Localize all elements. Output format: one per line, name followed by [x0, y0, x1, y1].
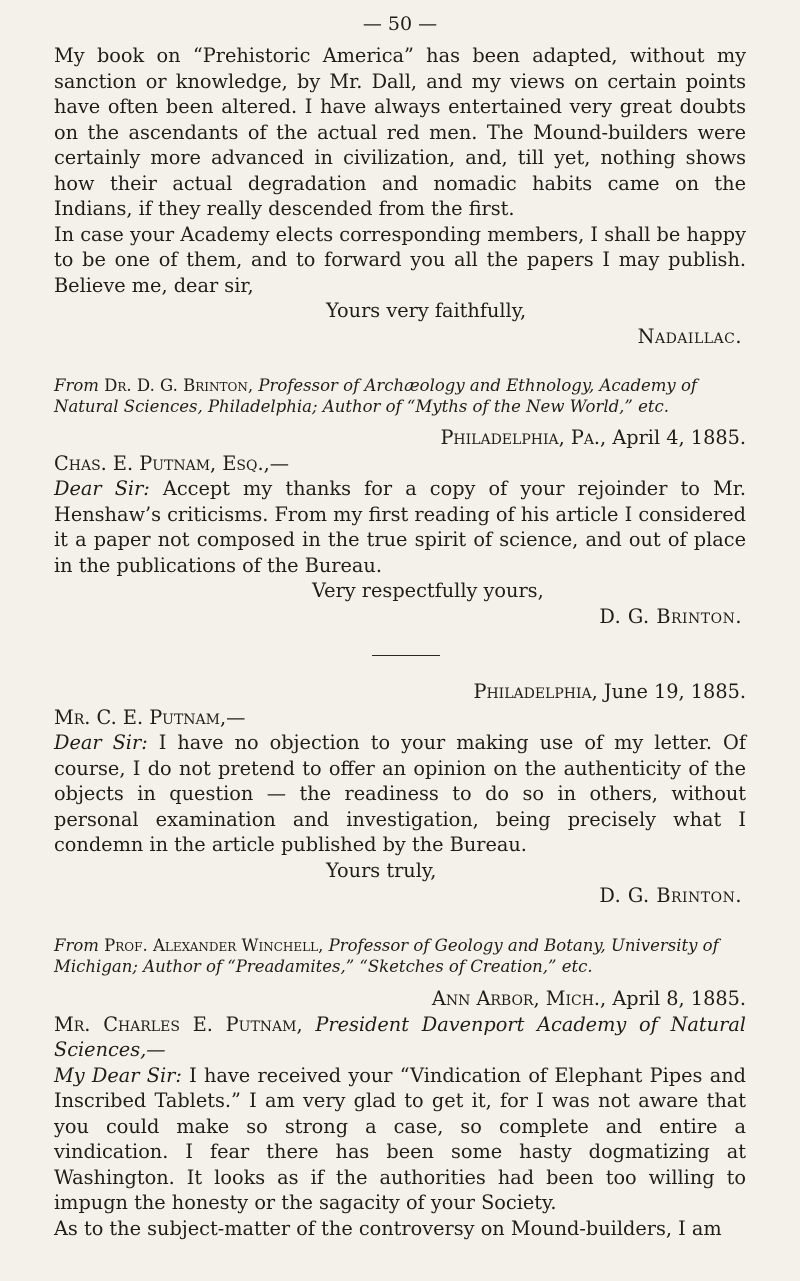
- brinton-letter-1-salutation: Dear Sir:: [54, 477, 150, 500]
- nadaillac-paragraph: My book on “Prehistoric America” has been adapted, without my sanction or knowledge, by Mr. Dall, and my views on certain points have often been altered. I have always entertained very great doubts on the ascendants of the actual red men. The Mound-builders were certainly more advanced in civilization, and, till yet, nothing shows how their actual degradation and nomadic habits came on the Indians, if they really descended from the first.: [54, 44, 746, 220]
- winchell-body-2: As to the subject-matter of the controversy on Mound-builders, I am: [54, 1216, 722, 1240]
- winchell-title: Professor of Geology and Botany, University of Michigan; Author of “Preadamites,” “Sketches of Creation,” etc.: [54, 936, 719, 976]
- brinton-letter-1-closing: Very respectfully yours,: [312, 579, 544, 602]
- brinton-letter-1-place: Philadelphia, Pa.,: [440, 426, 607, 449]
- brinton-letter-2-salutation: Dear Sir:: [54, 731, 148, 754]
- brinton-letter-1-body: [54, 476, 746, 578]
- brinton-letter-1-text: Accept my thanks for a copy of your rejoinder to Mr. Henshaw’s criticisms. From my first reading of his article I considered it a paper not composed in the true spirit of science, and out of place in the publications of the Bureau.: [54, 477, 746, 577]
- brinton-letter-2: [54, 679, 746, 909]
- brinton-title: Professor of Archæology and Ethnology, Academy of Natural Sciences, Philadelphia; Author of “Myths of the New World,” etc.: [54, 376, 698, 416]
- winchell-from: From: [54, 936, 99, 955]
- page-number: — 50 —: [362, 13, 438, 35]
- nadaillac-letter: [54, 43, 746, 349]
- brinton-letter-2-body: [54, 730, 746, 858]
- winchell-name: Prof. Alexander Winchell,: [104, 936, 324, 955]
- winchell-date: April 8, 1885.: [612, 987, 746, 1010]
- winchell-addressee-title: President Davenport Academy of Natural Sciences,—: [54, 1012, 746, 1061]
- winchell-salutation: My Dear Sir:: [54, 1063, 182, 1087]
- winchell-dateline: [54, 986, 746, 1012]
- nadaillac-paragraph-2: In case your Academy elects corresponding members, I shall be happy to be one of them, and to forward you all the papers I may publish. Believe me, dear sir,: [54, 222, 746, 297]
- winchell-addressee-line: [54, 1012, 746, 1063]
- brinton-letter-2-date: June 19, 1885.: [603, 680, 746, 703]
- brinton-from: From: [54, 376, 99, 395]
- brinton-letter-2-place: Philadelphia,: [473, 680, 598, 703]
- winchell-body: [54, 1063, 746, 1216]
- winchell-text: I have received your “Vindication of Elephant Pipes and Inscribed Tablets.” I am very glad to get it, for I was not aware that you could make so strong a case, so complete and entire a vindication. I fear there has been some hasty dogmatizing at Washington. It looks as if the authorities had been too willing to impugn the honesty or the sagacity of your Society.: [54, 1063, 746, 1214]
- brinton-letter-1-date: April 4, 1885.: [612, 426, 746, 449]
- section-divider: [372, 655, 440, 656]
- brinton-letter-2-dateline: [54, 679, 746, 705]
- brinton-letter-1-signature: D. G. Brinton.: [599, 604, 742, 628]
- brinton-letter-2-text: I have no objection to your making use of my letter. Of course, I do not pretend to offer an opinion on the authenticity of the objects in question — the readiness to do so in others, without personal examination and investigation, being precisely what I condemn in the article published by the Bureau.: [54, 731, 746, 856]
- winchell-place: Ann Arbor, Mich.,: [431, 987, 607, 1010]
- document-page: [54, 0, 746, 1281]
- winchell-addressee: Mr. Charles E. Putnam,: [54, 1012, 303, 1036]
- winchell-letter: [54, 986, 746, 1241]
- nadaillac-signature: Nadaillac.: [637, 324, 742, 348]
- brinton-letter-2-addressee: Mr. C. E. Putnam,—: [54, 705, 246, 729]
- brinton-header: [54, 375, 746, 417]
- brinton-letter-1-dateline: [54, 425, 746, 451]
- brinton-letter-1: [54, 425, 746, 629]
- winchell-header: [54, 935, 746, 977]
- brinton-name: Dr. D. G. Brinton,: [104, 376, 254, 395]
- brinton-letter-1-addressee: Chas. E. Putnam, Esq.,—: [54, 451, 289, 475]
- brinton-letter-2-closing: Yours truly,: [326, 858, 437, 882]
- nadaillac-closing: Yours very faithfully,: [326, 299, 527, 322]
- brinton-letter-2-signature: D. G. Brinton.: [599, 884, 742, 907]
